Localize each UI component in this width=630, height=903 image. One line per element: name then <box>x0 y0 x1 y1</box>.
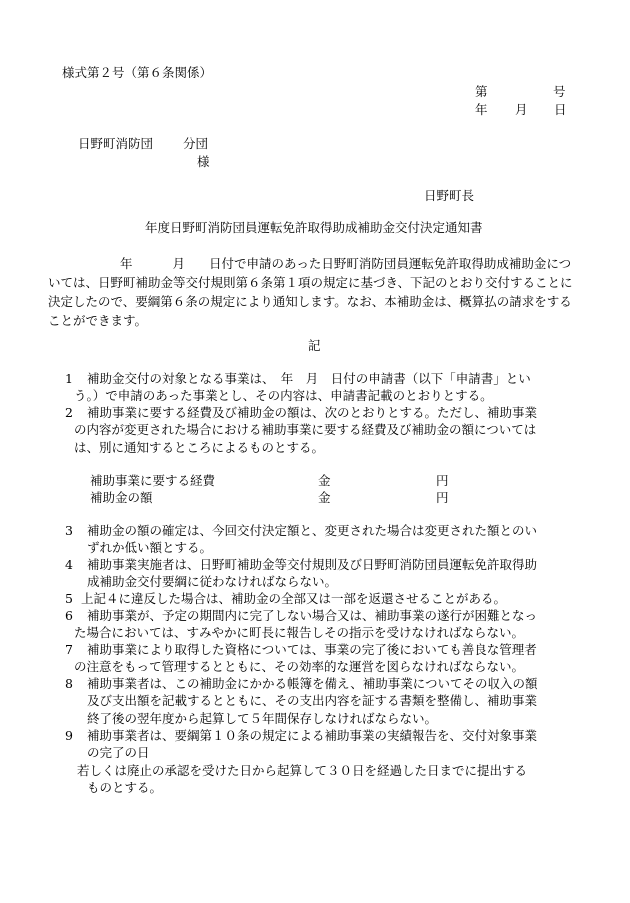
item-line: の内容が変更された場合における補助事業に要する経費及び補助金の額については <box>74 422 537 437</box>
addressee-org: 日野町消防団 <box>78 136 154 151</box>
date-day: 日 <box>554 102 567 117</box>
item-line: 補助事業者は、この補助金にかかる帳簿を備え、補助事業についてその収入の額 <box>87 676 538 691</box>
document-title: 年度日野町消防団員運転免許取得助成補助金交付決定通知書 <box>145 220 483 235</box>
amount-yen: 円 <box>436 473 449 488</box>
item-line: 補助事業者は、要綱第１０条の規定による補助事業の実績報告を、交付対象事業 <box>87 728 538 743</box>
item-line: う。）で申請のあった事業とし、その内容は、申請書記載のとおりとする。 <box>74 388 493 403</box>
form-label: 様式第２号（第６条関係） <box>62 65 213 80</box>
item-line: た場合においては、すみやかに町長に報告しその指示を受けなければならない。 <box>74 625 525 640</box>
body-year: 年 <box>120 256 133 271</box>
amount-label-subsidy: 補助金の額 <box>90 490 153 505</box>
amount-kin: 金 <box>318 473 331 488</box>
item-line: 補助金の額の確定は、今回交付決定額と、変更された場合は変更された額とのい <box>87 523 538 538</box>
item-line: 補助金交付の対象となる事業は、 年 月 日付の申請書（以下「申請書」とい <box>87 371 531 386</box>
item-line: 補助事業実施者は、日野町補助金等交付規則及び日野町消防団員運転免許取得助 <box>87 557 538 572</box>
date-month: 月 <box>515 102 528 117</box>
body-text: 日付で申請のあった日野町消防団員運転免許取得助成補助金については、日野町補助金等交付規則第６条第１項の規定に基づき、下記のとおり交付することに決定したので、要綱第６条の規定により通知します。なお、本補助金は、概算払の請求をすることができます。 <box>48 256 573 328</box>
addressee-branch: 分団 <box>183 136 209 151</box>
item-number: 6 <box>65 608 73 623</box>
body-month: 月 <box>172 256 186 271</box>
item-number: 7 <box>65 642 73 657</box>
number-dai: 第 <box>475 84 488 99</box>
item-line: 若しくは廃止の承認を受けた日から起算して３０日を経過した日までに提出する <box>77 763 528 778</box>
item-number: 4 <box>65 557 73 572</box>
item-number: 8 <box>65 676 73 691</box>
item-line: 終了後の翌年度から起算して５年間保存しなければならない。 <box>87 711 438 726</box>
body-paragraph <box>48 254 580 330</box>
item-number: 1 <box>65 371 73 386</box>
item-line: 上記４に違反した場合は、補助金の全部又は一部を返還させることがある。 <box>81 591 507 606</box>
item-line: 補助事業により取得した資格については、事業の完了後においても善良な管理者 <box>87 642 537 657</box>
item-line: は、別に通知するところによるものとする。 <box>74 440 325 455</box>
item-number: 3 <box>65 523 73 538</box>
item-number: 5 <box>65 591 73 606</box>
item-line: ずれか低い額とする。 <box>87 540 213 555</box>
number-go: 号 <box>553 84 566 99</box>
ki-heading: 記 <box>308 338 321 353</box>
item-line: 成補助金交付要綱に従わなければならない。 <box>87 574 338 589</box>
sender-mayor: 日野町長 <box>424 188 475 203</box>
item-line: の完了の日 <box>87 745 150 760</box>
amount-label-expense: 補助事業に要する経費 <box>90 473 216 488</box>
item-line: 補助事業に要する経費及び補助金の額は、次のとおりとする。ただし、補助事業 <box>87 405 538 420</box>
item-line: ものとする。 <box>87 780 163 795</box>
item-line: の注意をもって管理するとともに、その効率的な運営を図らなければならない。 <box>74 659 525 674</box>
amount-kin: 金 <box>318 490 331 505</box>
amount-yen: 円 <box>436 490 449 505</box>
item-number: 9 <box>65 728 73 743</box>
item-number: 2 <box>65 405 73 420</box>
date-year: 年 <box>475 102 488 117</box>
item-line: 及び支出額を記載するとともに、その支出内容を証する書類を整備し、補助事業 <box>87 693 538 708</box>
item-line: 補助事業が、予定の期間内に完了しない場合又は、補助事業の遂行が困難となっ <box>87 608 538 623</box>
addressee-honorific: 様 <box>197 154 210 169</box>
